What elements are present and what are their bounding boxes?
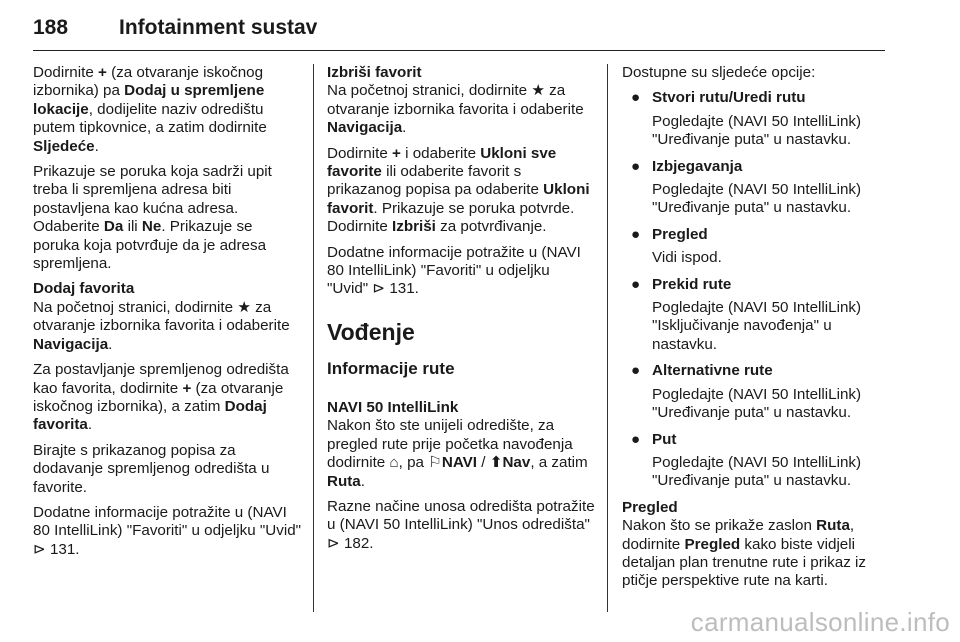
bullet-icon: ● [631,430,641,448]
plus-icon: + [392,144,401,162]
options-list [622,89,892,490]
page-title: Infotainment sustav [119,16,318,39]
paragraph: Razne načine unosa odredišta potražite u (NAVI 50 IntelliLink) "Unos odredišta" ⊳ 182. [327,497,595,552]
paragraph: Prikazuje se poruka koja sadrži upit treba li spremljena adresa biti postavljena kao kućna adresa. Odaberite Da ili Ne. Prikazuje se poruka koja potvrđuje da je adresa spremljena. [33,163,272,273]
column-divider [607,64,608,612]
star-icon: ★ [531,82,545,100]
list-item: ● Put Pogledajte (NAVI 50 IntelliLink) "Uređivanje puta" u nastavku. [631,430,862,490]
list-item: ● Prekid rute Pogledajte (NAVI 50 IntelliLink) "Isključivanje navođenja" u nastavku. [631,275,862,353]
chapter-heading: Vođenje [327,318,415,345]
paragraph: Nakon što se prikaže zaslon Ruta, dodirnite Pregled kako biste vidjeli detaljan plan trenutne rute i prikaz iz ptičje perspektive rute na karti. [622,517,866,590]
nav-arrow-icon: ⬆ [489,454,503,472]
plus-icon: + [98,64,107,81]
section-heading: Dodaj favorita [33,280,135,298]
paragraph: Birajte s prikazanog popisa za dodavanje spremljenog odredišta u favorite. [33,441,270,496]
paragraph: Na početnoj stranici, dodirnite ★ za otvaranje izbornika favorita i odaberite Navigacija. [327,82,584,137]
paragraph: Dodirnite + (za otvaranje iskočnog izbornika) pa Dodaj u spremljene lokacije, dodijelite naziv odredištu putem tipkovnice, a zatim dodirnite Sljedeće. [33,64,267,155]
flag-icon: ⚐ [428,454,442,472]
star-icon: ★ [237,298,251,316]
subsection-heading: Informacije rute [327,358,455,378]
page-header [33,16,885,51]
bullet-icon: ● [631,362,641,380]
paragraph: Na početnoj stranici, dodirnite ★ za otvaranje izbornika favorita i odaberite Navigacija. [33,298,290,353]
column-right [622,64,892,598]
section-heading: Pregled [622,498,678,516]
section-heading: NAVI 50 IntelliLink [327,398,459,416]
home-icon: ⌂ [389,454,399,472]
paragraph: Dostupne su sljedeće opcije: [622,64,816,81]
list-item: ● Izbjegavanja Pogledajte (NAVI 50 IntelliLink) "Uređivanje puta" u nastavku. [631,157,862,217]
bullet-icon: ● [631,275,641,293]
bullet-icon: ● [631,157,641,175]
plus-icon: + [182,379,192,397]
list-item: ● Stvori rutu/Uredi rutu Pogledajte (NAVI 50 IntelliLink) "Uređivanje puta" u nastavku. [631,89,862,149]
page-number: 188 [33,16,69,39]
section-heading: Izbriši favorit [327,64,422,81]
column-middle [327,64,595,560]
bullet-icon: ● [631,89,641,107]
list-item: ● Alternativne rute Pogledajte (NAVI 50 IntelliLink) "Uređivanje puta" u nastavku. [631,362,862,422]
bullet-icon: ● [631,225,641,243]
column-divider [313,64,314,612]
column-left [33,64,303,566]
list-item: ● Pregled Vidi ispod. [631,225,722,267]
paragraph: Dodatne informacije potražite u (NAVI 80 IntelliLink) "Favoriti" u odjeljku "Uvid" ⊳ 131. [327,243,581,298]
paragraph: Nakon što ste unijeli odredište, za pregled rute prije početka navođenja dodirnite ⌂, pa ⚐NAVI / ⬆Nav, a zatim Ruta. [327,417,588,490]
page-reference-icon: ⊳ [33,540,46,558]
watermark: carmanualsonline.info [690,607,950,637]
page-reference-icon: ⊳ [372,280,386,298]
paragraph: Dodirnite + i odaberite Ukloni sve favorite ili odaberite favorit s prikazanog popisa pa odaberite Ukloni favorit. Prikazuje se poruka potvrde. Dodirnite Izbriši za potvrđivanje. [327,144,590,236]
page-reference-icon: ⊳ [327,534,340,552]
paragraph: Dodatne informacije potražite u (NAVI 80 IntelliLink) "Favoriti" u odjeljku "Uvid" ⊳ 131. [33,503,302,558]
paragraph: Za postavljanje spremljenog odredišta kao favorita, dodirnite + (za otvaranje iskočnog izbornika), a zatim Dodaj favorita. [33,361,289,434]
